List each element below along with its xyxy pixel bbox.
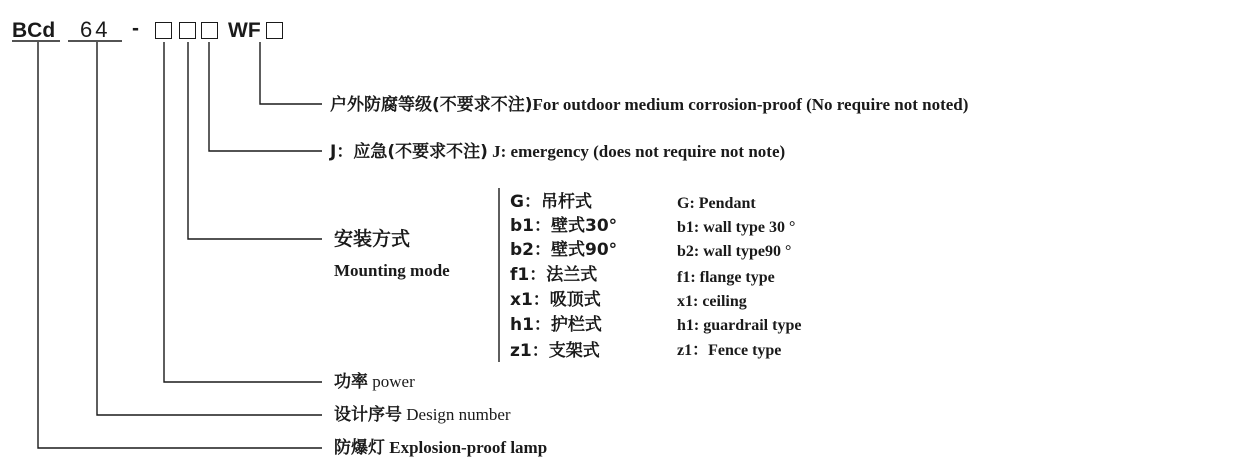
lamp-label-zh: 防爆灯: [334, 438, 385, 458]
mounting-label-zh: 安装方式: [334, 228, 411, 250]
emergency-label: [330, 143, 785, 161]
power-label: [334, 373, 415, 391]
emergency-label-en: J: emergency (does not require not note): [492, 142, 786, 161]
mounting-connector: [188, 42, 322, 239]
mounting-option-en-x1: x1: ceiling: [677, 293, 747, 310]
mounting-option-zh-b1: b1：壁式30°: [510, 216, 618, 236]
code-suffix: WF: [228, 19, 261, 42]
outdoor-label-en: For outdoor medium corrosion-proof (No require not noted): [532, 95, 969, 114]
mounting-label-en: Mounting mode: [334, 261, 450, 280]
mounting-option-en-g: G: Pendant: [677, 195, 756, 212]
mounting-option-en-b2: b2: wall type90 °: [677, 243, 792, 260]
mounting-option-zh-b2: b2：壁式90°: [510, 240, 618, 260]
mounting-option-en-z1: z1：Fence type: [677, 342, 782, 359]
power-label-en: power: [372, 372, 415, 391]
emergency-slot-box: [201, 22, 218, 39]
mounting-option-en-h1: h1: guardrail type: [677, 317, 802, 334]
design-label-zh: 设计序号: [334, 405, 402, 425]
lamp-connector: [38, 42, 322, 448]
code-digits: 64: [80, 17, 111, 42]
mounting-option-zh-g: G：吊杆式: [510, 192, 592, 212]
power-slot-box: [155, 22, 172, 39]
mounting-option-en-f1: f1: flange type: [677, 269, 775, 286]
mounting-option-zh-h1: h1：护栏式: [510, 315, 602, 335]
outdoor-label: [330, 96, 968, 114]
lamp-label: [334, 439, 547, 457]
code-dash: -: [132, 17, 139, 40]
outdoor-label-zh: 户外防腐等级(不要求不注): [330, 95, 533, 115]
outdoor-connector: [260, 42, 322, 104]
mounting-slot-box: [179, 22, 196, 39]
mounting-option-zh-f1: f1：法兰式: [510, 265, 598, 285]
emergency-label-zh: J：应急(不要求不注): [330, 142, 488, 162]
design-label: [334, 406, 511, 424]
mounting-option-zh-x1: x1：吸顶式: [510, 290, 601, 310]
code-prefix: BCd: [12, 19, 56, 42]
lamp-label-en: Explosion-proof lamp: [389, 438, 548, 457]
emergency-connector: [209, 42, 322, 151]
power-label-zh: 功率: [334, 372, 368, 392]
mounting-option-zh-z1: z1：支架式: [510, 341, 600, 361]
outdoor-slot-box: [266, 22, 283, 39]
design-label-en: Design number: [406, 405, 511, 424]
mounting-option-en-b1: b1: wall type 30 °: [677, 219, 796, 236]
